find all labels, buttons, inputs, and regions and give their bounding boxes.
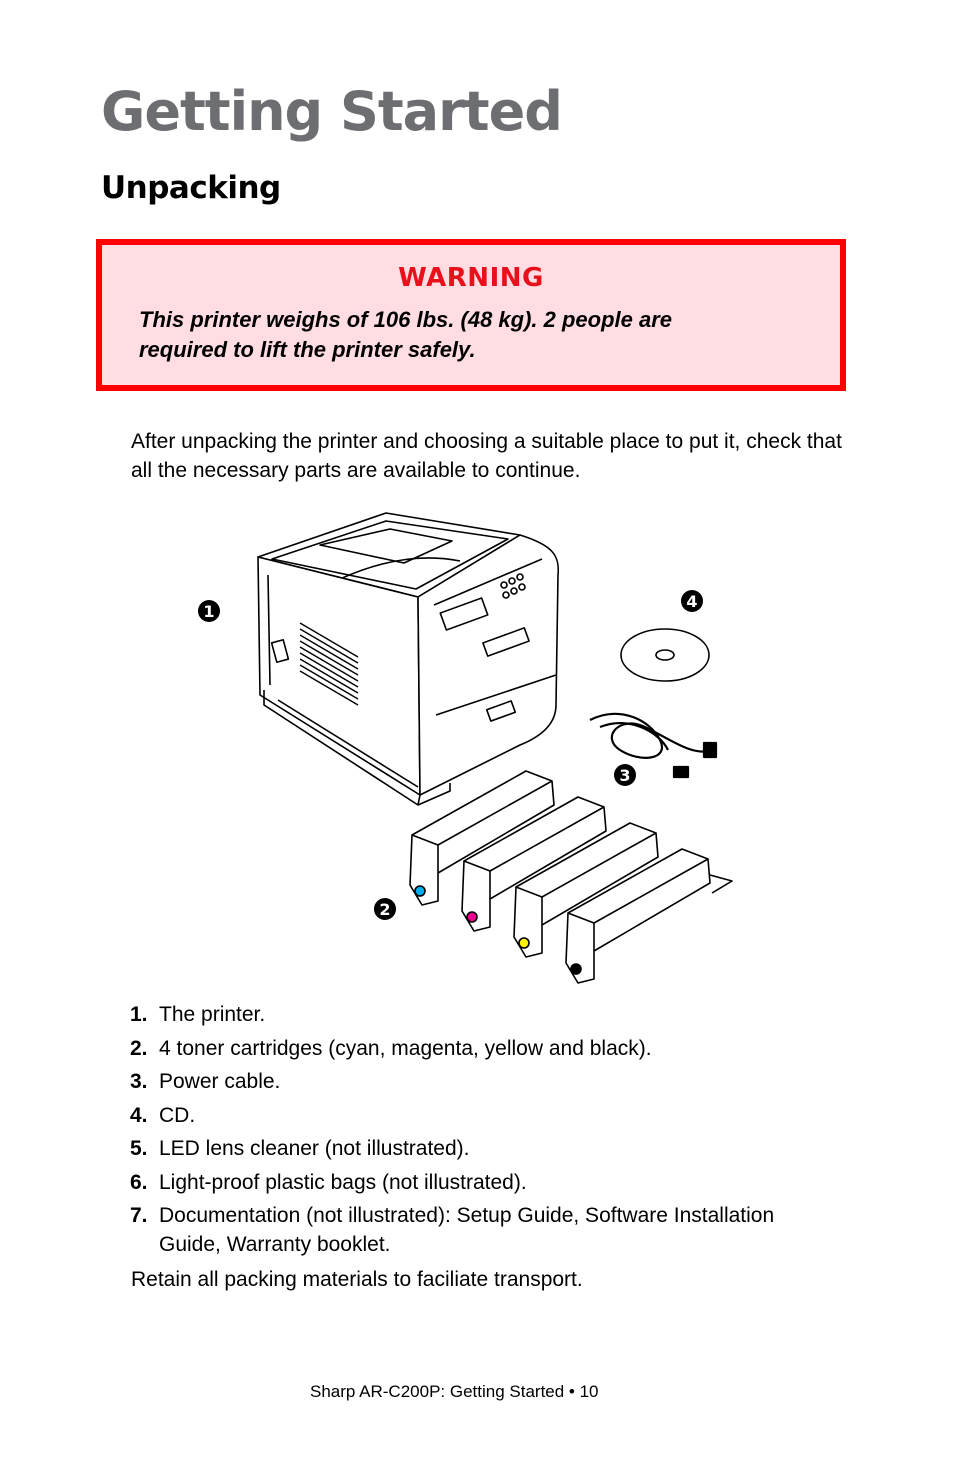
callout-2 <box>374 898 396 920</box>
warning-text: This printer weighs of 106 lbs. (48 kg). 2 people are required to lift the printer safely. <box>139 307 673 362</box>
callout-3 <box>614 764 636 786</box>
list-item: 7. Documentation (not illustrated): Setup Guide, Software Installation Guide, Warranty booklet. <box>130 1204 775 1256</box>
page-title: Getting Started <box>101 80 562 143</box>
warning-title: WARNING <box>398 263 544 293</box>
callout-1 <box>198 600 220 622</box>
callout-1-label: 1 <box>203 602 215 621</box>
power-cable-drawing <box>590 714 716 777</box>
warning-box <box>96 239 846 391</box>
list-item: 1. The printer. <box>130 1003 266 1026</box>
callout-4-label: 4 <box>686 592 698 611</box>
callout-4 <box>681 590 703 612</box>
section-title: Unpacking <box>101 170 281 206</box>
page-footer: Sharp AR-C200P: Getting Started • 10 <box>310 1382 599 1401</box>
retain-note: Retain all packing materials to faciliate transport. <box>131 1268 583 1291</box>
list-item: 5. LED lens cleaner (not illustrated). <box>130 1137 470 1160</box>
printer-drawing <box>258 513 558 805</box>
intro-paragraph: After unpacking the printer and choosing a suitable place to put it, check that all the necessary parts are available to continue. <box>131 430 842 482</box>
toner-cartridges-drawing <box>410 771 732 983</box>
callout-3-label: 3 <box>619 766 631 785</box>
list-item: 4. CD. <box>130 1103 196 1127</box>
list-item: 2. 4 toner cartridges (cyan, magenta, yellow and black). <box>130 1036 652 1060</box>
unpacking-illustration <box>190 505 750 990</box>
cd-drawing <box>621 629 709 681</box>
contents-list <box>130 1000 850 1264</box>
callout-2-label: 2 <box>379 900 391 919</box>
list-item: 6. Light-proof plastic bags (not illustrated). <box>130 1170 527 1194</box>
list-item: 3. Power cable. <box>130 1070 281 1093</box>
